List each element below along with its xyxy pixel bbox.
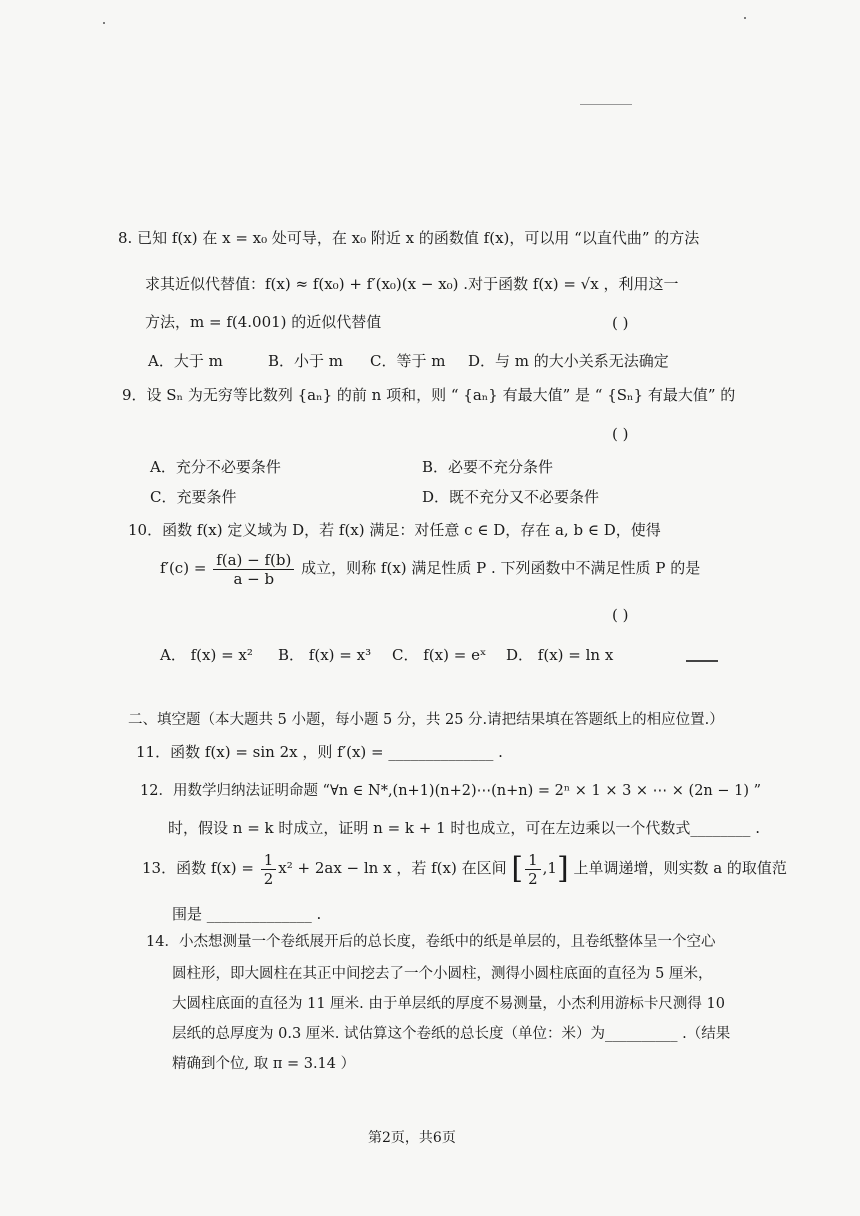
q10-option-a: A． f(x) = x² xyxy=(160,646,253,664)
q13-int-num: 1 xyxy=(525,851,541,870)
scan-dot xyxy=(744,17,746,19)
q10-option-b: B． f(x) = x³ xyxy=(278,646,372,664)
q10-frac-den: a − b xyxy=(233,569,275,588)
q8-option-a: A．大于 m xyxy=(148,352,223,370)
q11-text: 11．函数 f(x) = sin 2x ，则 f′(x) = ______________ . xyxy=(136,743,503,761)
q13-int-end: ,1 xyxy=(542,859,557,877)
page-number: 第2页，共6页 xyxy=(368,1130,456,1146)
q10-option-c: C． f(x) = eˣ xyxy=(392,646,487,664)
q8-line2: 求其近似代替值：f(x) ≈ f(x₀) + f′(x₀)(x − x₀) .对于函数 f(x) = √x ，利用这一 xyxy=(145,275,679,293)
q13-int-den: 2 xyxy=(528,869,538,888)
q9-option-c: C．充要条件 xyxy=(150,488,237,506)
q14-line3: 大圆柱底面的直径为 11 厘米. 由于单层纸的厚度不易测量，小杰利用游标卡尺测得 10 xyxy=(172,996,725,1012)
q8-option-b: B．小于 m xyxy=(268,352,344,370)
q9-option-b: B．必要不充分条件 xyxy=(422,458,554,476)
q14-line1: 14．小杰想测量一个卷纸展开后的总长度，卷纸中的纸是单层的，且卷纸整体呈一个空心 xyxy=(146,934,716,950)
q9-line1: 9．设 Sₙ 为无穷等比数列 {aₙ} 的前 n 项和，则 “ {aₙ} 有最大值” 是 “ {Sₙ} 有最大值” 的 xyxy=(122,386,736,404)
scan-mark-right xyxy=(686,660,718,662)
q13-pre: 13．函数 f(x) = xyxy=(142,859,254,877)
q13-interval-close: ] xyxy=(556,851,569,886)
q13-post: 上单调递增，则实数 a 的取值范 xyxy=(573,859,787,877)
q13-half-den: 2 xyxy=(263,869,274,888)
q10-frac-num: f(a) − f(b) xyxy=(213,551,294,570)
q9-option-d: D．既不充分又不必要条件 xyxy=(422,488,600,506)
section2-heading: 二、填空题（本大题共 5 小题，每小题 5 分，共 25 分.请把结果填在答题纸上的相应位置.） xyxy=(128,712,724,728)
q10-answer-paren: ( ) xyxy=(612,606,629,624)
q14-line5: 精确到个位, 取 π = 3.14 ） xyxy=(172,1056,356,1072)
q9-option-a: A．充分不必要条件 xyxy=(150,458,281,476)
scan-mark-top-right xyxy=(580,104,632,105)
scan-dot xyxy=(103,22,105,24)
q13-interval-fraction xyxy=(525,851,541,888)
q13-interval-open: [ xyxy=(511,851,524,886)
q14-line2: 圆柱形，即大圆柱在其正中间挖去了一个小圆柱，测得小圆柱底面的直径为 5 厘米， xyxy=(172,966,713,982)
q13-line2: 围是 ______________ . xyxy=(172,905,322,923)
q10-line2 xyxy=(160,550,700,588)
q8-option-c: C．等于 m xyxy=(370,352,446,370)
q10-line1: 10．函数 f(x) 定义域为 D，若 f(x) 满足：对任意 c ∈ D，存在 a, b ∈ D，使得 xyxy=(128,521,661,539)
q8-option-d: D．与 m 的大小关系无法确定 xyxy=(468,352,669,370)
q10-fraction xyxy=(213,551,294,588)
q8-answer-paren: ( ) xyxy=(612,314,629,332)
q13-line1 xyxy=(142,848,787,889)
q8-line1: 8. 已知 f(x) 在 x = x₀ 处可导，在 x₀ 附近 x 的函数值 f(x)，可以用 “以直代曲” 的方法 xyxy=(118,229,700,247)
q14-line4: 层纸的总厚度为 0.3 厘米. 试估算这个卷纸的总长度（单位：米）为__________ .（结果 xyxy=(172,1026,731,1042)
q12-line1: 12．用数学归纳法证明命题 “∀n ∈ N*,(n+1)(n+2)⋯(n+n) = 2ⁿ × 1 × 3 × ⋯ × (2n − 1) ” xyxy=(140,783,762,799)
q12-line2: 时，假设 n = k 时成立，证明 n = k + 1 时也成立，可在左边乘以一个代数式________ . xyxy=(168,819,760,837)
q13-half-fraction xyxy=(261,851,277,888)
q10-option-d: D． f(x) = ln x xyxy=(506,646,614,664)
q10-rest: 成立，则称 f(x) 满足性质 P . 下列函数中不满足性质 P 的是 xyxy=(301,559,701,577)
q8-line3: 方法，m = f(4.001) 的近似代替值 xyxy=(145,313,382,331)
q9-answer-paren: ( ) xyxy=(612,425,629,443)
q13-mid: x² + 2ax − ln x ，若 f(x) 在区间 xyxy=(278,859,507,877)
q13-half-num: 1 xyxy=(261,851,277,870)
q10-lhs: f′(c) = xyxy=(160,559,207,577)
